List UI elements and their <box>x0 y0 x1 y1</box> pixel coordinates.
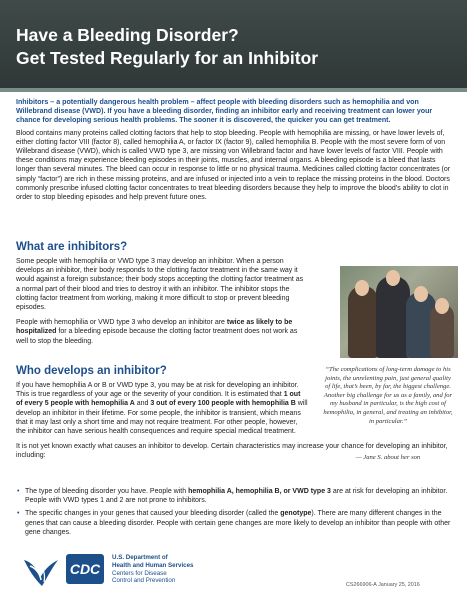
text-run: The specific changes in your genes that caused your bleeding disorder (called the <box>25 510 281 518</box>
risk-factor-list <box>16 487 452 541</box>
person-figure <box>376 276 410 358</box>
header-banner <box>0 0 467 88</box>
section-paragraph <box>16 318 308 346</box>
pull-quote: “The complications of long-term damage to his joints, the unrelenting pain, just general quality of life, that’s been, by far, the biggest challenge. Another big challenge for us as a family, and for my husband in particular, is the high cost of hemophilia, in general, and treating an inhibitor, in particular.” <box>323 366 453 425</box>
face <box>386 270 400 286</box>
list-item <box>16 487 452 505</box>
intro-paragraph: Blood contains many proteins called clotting factors that help to stop bleeding. People with hemophilia are missing, or have lower levels of, either clotting factor VIII (factor 8), called hemophilia A, or factor IX (factor 9), called hemophilia B. People with the most severe form of von Willebrand disease (VWD), which is called VWD type 3, are missing von Willebrand factor and have lower levels of factor VIII. People with these conditions may experience bleeding episodes in their joints, muscles, and internal organs. A bleeding episode is a bleed that lasts longer than several minutes. The bleed can occur in response to little or no physical trauma. Medicines called clotting factor concentrates (or simply “factor”) are rich in these missing proteins, and are infused or injected into a vein to replace the missing proteins in the blood. Doctors commonly prescribe infused clotting factor concentrates to treat bleeding disorders because they help to improve the blood’s ability to clot in order to stop bleeding episodes and help prevent future ones. <box>16 129 451 202</box>
text-run: If you have hemophilia A or B or VWD type 3, you may be at risk for developing an inhibitor. This is true regardless of your age or the severity of your condition. It is estimated that <box>16 382 299 399</box>
family-photo <box>340 266 458 358</box>
text-run: The type of bleeding disorder you have. People with <box>25 488 189 495</box>
emphasis-text: 1 out of every 5 people with hemophilia A <box>16 391 301 408</box>
text-run: are at risk for developing an inhibitor. People with VWD types 1 and 2 are not prone to inhibitors. <box>25 488 448 505</box>
emphasis-text: hemophilia A, hemophilia B, or VWD type 3 <box>188 488 331 495</box>
footer <box>0 538 467 604</box>
emphasis-text: 3 out of every 100 people with hemophilia B <box>150 400 296 408</box>
header-accent-bar <box>0 88 467 92</box>
agency-block <box>112 554 194 585</box>
list-item <box>16 509 452 537</box>
face <box>435 298 449 314</box>
agency-line: Health and Human Services <box>112 561 194 569</box>
page-title-line2: Get Tested Regularly for an Inhibitor <box>16 48 319 68</box>
section-what-are-inhibitors <box>16 240 308 346</box>
emphasis-text: twice as likely to be hospitalized <box>16 319 293 336</box>
agency-line: Centers for Disease <box>112 569 167 577</box>
publication-code: CS266906-A January 25, 2016 <box>346 582 420 588</box>
face <box>414 286 428 302</box>
agency-line: U.S. Department of <box>112 554 168 561</box>
quote-attribution: — Jane S. about her son <box>355 454 421 461</box>
section-heading: What are inhibitors? <box>16 241 128 253</box>
cdc-logo: CDC <box>66 554 104 584</box>
page-title-line1: Have a Bleeding Disorder? <box>16 25 239 45</box>
intro-section <box>16 98 452 202</box>
section-paragraph: Some people with hemophilia or VWD type 3 may develop an inhibitor. When a person develops an inhibitor, their body responds to the clotting factor treatment in the same way it would against a foreign substance; their body stops accepting the clotting factor treatment as a normal part of their blood and tries to destroy it with an inhibitor. The inhibitor stops the clotting factor treatment from working, making it more difficult to stop or prevent bleeding episodes. <box>16 258 304 312</box>
text-run: ). There are many different changes in the genes that can cause a bleeding disorder. People with certain gene changes are more likely to develop an inhibitor than people with other gene changes. <box>25 510 451 536</box>
hhs-eagle-icon <box>20 552 60 592</box>
section-paragraph <box>16 381 308 436</box>
agency-line: Control and Prevention <box>112 577 176 585</box>
lead-paragraph: Inhibitors – a potentially dangerous health problem – affect people with bleeding disorders such as hemophilia and von Willebrand disease (VWD). If you have a bleeding disorder, finding an inhibitor early and receiving treatment can lower your chance for developing serious health problems. The sooner it is discovered, the quicker you can get treatment. <box>16 98 433 125</box>
text-run: People with hemophilia or VWD type 3 who develop an inhibitor are <box>16 319 227 327</box>
section-paragraph: It is not yet known exactly what causes an inhibitor to develop. Certain characteristics may increase your chance for developing an inhibitor, including: <box>16 443 448 460</box>
text-run: and <box>134 400 151 408</box>
person-figure <box>348 286 378 358</box>
text-run: for a bleeding episode because the clotting factor treatment does not work as well to stop the bleeding. <box>16 328 298 345</box>
face <box>355 280 369 296</box>
section-heading: Who develops an inhibitor? <box>16 365 167 377</box>
text-run: will develop an inhibitor in their lifetime. For some people, the inhibitor is transient, which means that it may last only a short time and may not require treatment. For other people, however, the inhibitor can have serious health consequences and require special medical treatment. <box>16 400 308 436</box>
emphasis-text: genotype <box>280 510 312 518</box>
